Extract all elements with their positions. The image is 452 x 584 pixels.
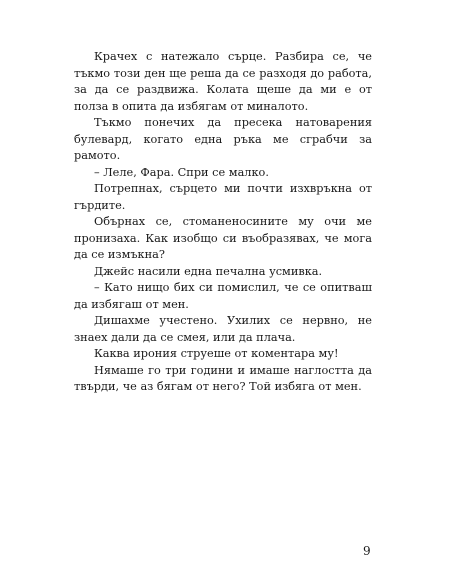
page-number: 9 <box>363 544 371 558</box>
paragraph: Тъкмо понечих да пресека натоварения булевард, когато една ръка ме сграбчи за рамото. <box>74 116 372 162</box>
paragraph: Нямаше го три години и имаше наглостта да твърди, че аз бягам от него? Той избяга от мен. <box>74 363 372 393</box>
paragraph: Потрепнах, сърцето ми почти изхвръкна от гърдите. <box>74 182 372 212</box>
paragraph: Обърнах се, стоманеносините му очи ме пронизаха. Как изобщо си въобразявах, че мога да се измъкна? <box>74 215 372 261</box>
body-text <box>74 49 372 396</box>
paragraph: Дишахме учестено. Ухилих се нервно, не знаех дали да се смея, или да плача. <box>74 314 372 344</box>
paragraph: Джейс насили една печална усмивка. <box>94 264 323 278</box>
paragraph: Крачех с натежало сърце. Разбира се, че тъкмо този ден щe реша да се разходя до работа, за да се раздвижа. Колата щеше да ми е от полза в опита да избягам от миналото. <box>74 50 372 113</box>
paragraph: Каква ирония струеше от коментара му! <box>94 347 339 360</box>
paragraph: – Леле, Фара. Спри се малко. <box>94 165 269 179</box>
paragraph: – Като нищо бих си помислил, че се опитваш да избягаш от мен. <box>74 281 372 311</box>
